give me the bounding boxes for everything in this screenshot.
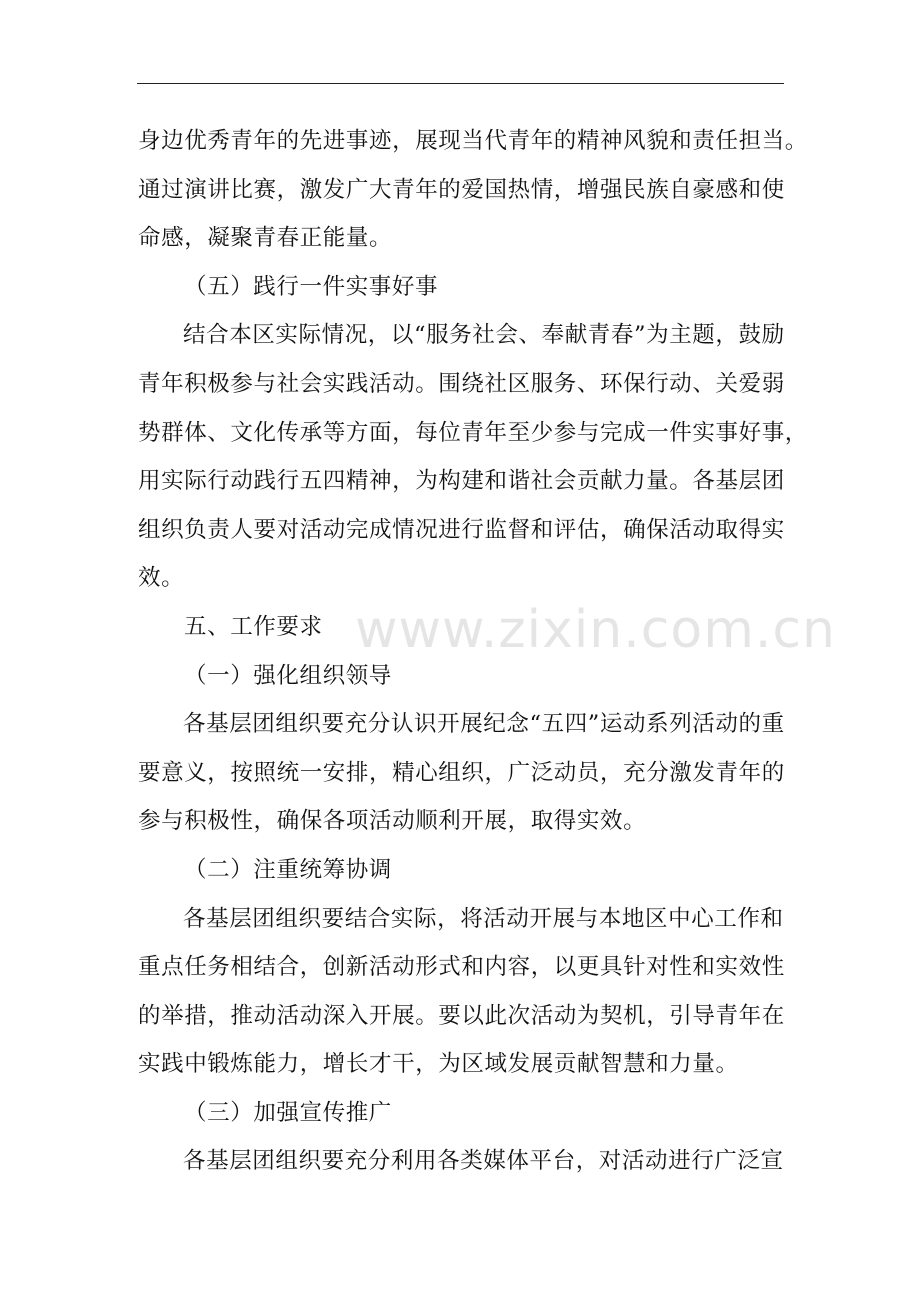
text-line: 青年积极参与社会实践活动。围绕社区服务、环保行动、关爱弱 [138, 370, 785, 397]
text-line: 效。 [138, 565, 185, 592]
text-line: 命感，凝聚青春正能量。 [138, 225, 393, 252]
section-heading: （一）强化组织领导 [184, 662, 392, 689]
section-heading: （二）注重统筹协调 [184, 856, 392, 883]
document-body [138, 117, 808, 1186]
section-heading: （五）践行一件实事好事 [184, 273, 439, 300]
text-line: 实践中锻炼能力，增长才干，为区域发展贡献智慧和力量。 [138, 1051, 739, 1078]
section-heading: （三）加强宣传推广 [184, 1099, 392, 1126]
text-line: 势群体、文化传承等方面，每位青年至少参与完成一件实事好事， [138, 419, 808, 446]
text-line: 组织负责人要对活动完成情况进行监督和评估，确保活动取得实 [138, 516, 785, 543]
text-line: 重点任务相结合，创新活动形式和内容，以更具针对性和实效性 [138, 954, 785, 981]
watermark: www.zixin.com.cn [355, 600, 836, 660]
text-line: 通过演讲比赛，激发广大青年的爱国热情，增强民族自豪感和使 [138, 176, 785, 203]
text-line: 身边优秀青年的先进事迹，展现当代青年的精神风貌和责任担当。 [138, 128, 808, 154]
header-rule [137, 83, 784, 84]
text-line: 的举措，推动活动深入开展。要以此次活动为契机，引导青年在 [138, 1002, 785, 1029]
text-line: 参与积极性，确保各项活动顺利开展，取得实效。 [138, 808, 647, 835]
paragraph-first-line: 各基层团组织要充分认识开展纪念“五四”运动系列活动的重 [183, 711, 785, 738]
paragraph-first-line: 各基层团组织要充分利用各类媒体平台，对活动进行广泛宣 [183, 1148, 784, 1175]
text-line: 用实际行动践行五四精神，为构建和谐社会贡献力量。各基层团 [138, 468, 785, 495]
section-heading: 五、工作要求 [184, 613, 323, 640]
paragraph-first-line: 结合本区实际情况，以“服务社会、奉献青春”为主题，鼓励 [183, 322, 785, 349]
paragraph-first-line: 各基层团组织要结合实际，将活动开展与本地区中心工作和 [183, 905, 784, 932]
text-line: 要意义，按照统一安排，精心组织，广泛动员，充分激发青年的 [138, 759, 785, 786]
